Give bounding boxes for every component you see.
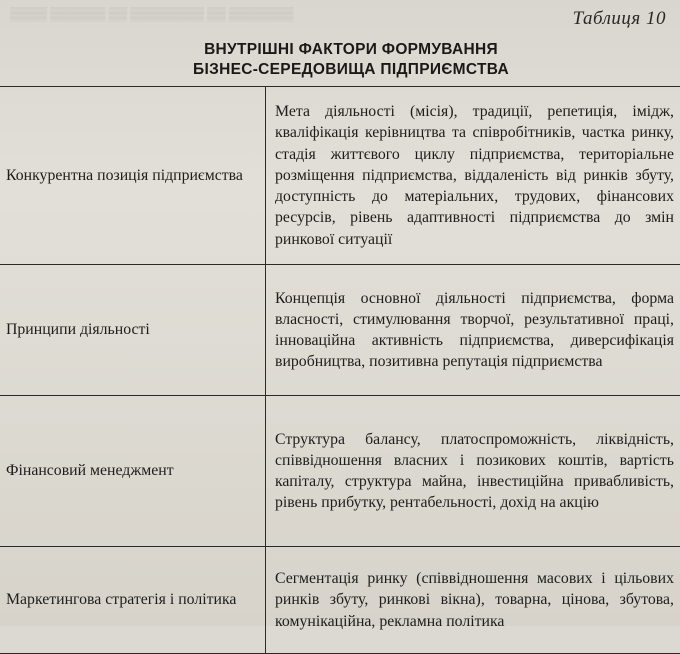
table-title (0, 40, 680, 80)
factor-label: Конкурентна позиція підприємства (6, 165, 255, 186)
description-cell (266, 547, 680, 654)
factor-description: Мета діяльності (місія), традиції, репетиція, імідж, кваліфікація керівництва та співробітників, частка ринку, стадія життєвого циклу підприємства, територіальне розміщення підприємства, віддаленість від ринків збуту, доступність до матеріальних, трудових, фінансових ресурсів, рівень адаптивності підприємства до змін ринкової ситуації (275, 101, 674, 249)
factor-label: Маркетингова стратегія і політика (6, 589, 255, 610)
factor-cell (0, 87, 266, 265)
factor-label: Фінансовий менеджмент (6, 460, 255, 481)
description-cell (266, 265, 680, 396)
factor-label: Принципи діяльності (6, 319, 255, 340)
factor-cell (0, 265, 266, 396)
table-row (0, 547, 680, 654)
table-row (0, 396, 680, 547)
factor-cell (0, 396, 266, 547)
table-title-line-1: ВНУТРІШНІ ФАКТОРИ ФОРМУВАННЯ (0, 40, 680, 60)
table-row (0, 265, 680, 396)
table-title-line-2: БІЗНЕС-СЕРЕДОВИЩА ПІДПРИЄМСТВА (0, 60, 680, 80)
description-cell (266, 87, 680, 265)
factor-description: Структура балансу, платоспроможність, ліквідність, співвідношення власних і позикових коштів, вартість капіталу, структура майна, інвестиційна привабливість, рівень прибутку, рентабельності, дохід на акцію (275, 429, 674, 514)
factor-description: Концепція основної діяльності підприємства, форма власності, стимулювання творчої, результативної праці, інноваційна активність підприємства, диверсифікація виробництва, позитивна репутація підприємства (275, 288, 674, 373)
factor-description: Сегментація ринку (співвідношення масових і цільових ринків збуту, ринкові вікна), товарна, цінова, збутова, комунікаційна, рекламна політика (275, 568, 674, 632)
table-row (0, 87, 680, 265)
factor-cell (0, 547, 266, 654)
factors-table (0, 86, 680, 654)
bleed-through-text: ▒▒▒▒ ▒▒▒▒▒▒ ▒▒ ▒▒▒▒▒▒▒▒ ▒▒ ▒▒▒▒▒▒▒ (10, 6, 530, 22)
description-cell (266, 396, 680, 547)
table-number: Таблиця 10 (573, 8, 666, 30)
